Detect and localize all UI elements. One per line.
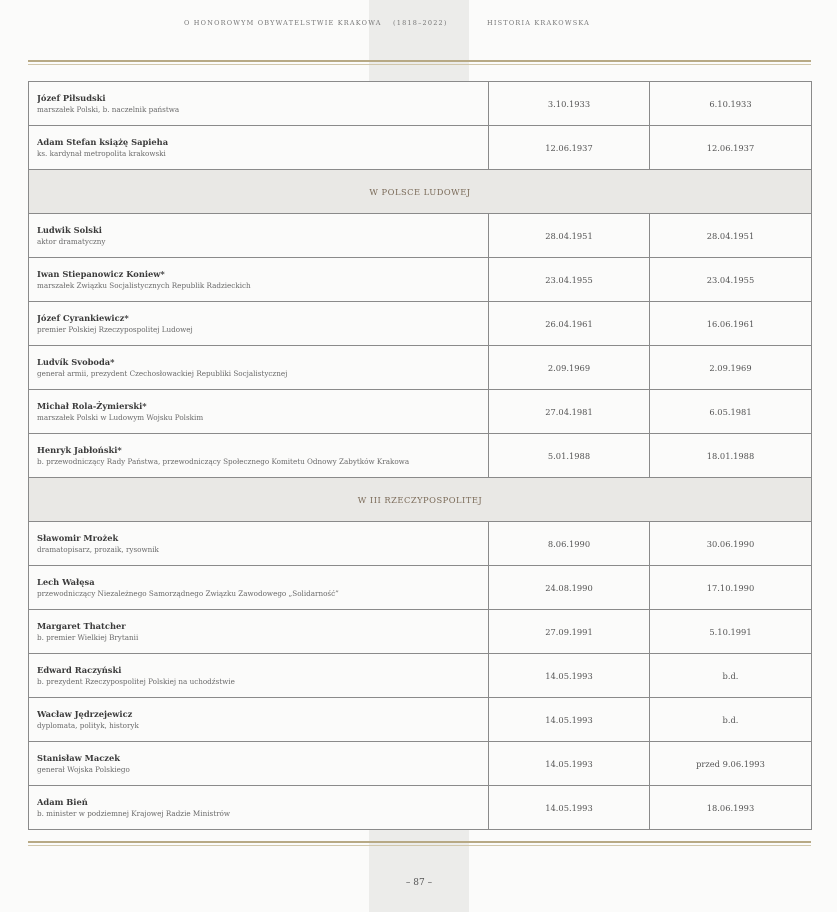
person-name: Józef Cyrankiewicz* [37, 313, 129, 323]
person-cell [29, 258, 489, 302]
header-left: O HONOROWYM OBYWATELSTWIE KRAKOWA [184, 19, 382, 27]
person-cell [29, 742, 489, 786]
table-row [29, 302, 812, 346]
person-description: b. prezydent Rzeczypospolitej Polskiej na uchodźstwie [37, 677, 235, 686]
award-date: 30.06.1990 [650, 522, 812, 566]
person-name: Józef Piłsudski [37, 93, 106, 103]
person-name: Henryk Jabłoński* [37, 445, 122, 455]
header-right: HISTORIA KRAKOWSKA [487, 19, 591, 27]
person-description: generał armii, prezydent Czechosłowackiej Republiki Socjalistycznej [37, 369, 288, 378]
section-heading: W III RZECZYPOSPOLITEJ [29, 478, 812, 522]
person-cell [29, 82, 489, 126]
section-row [29, 478, 812, 522]
table-row [29, 786, 812, 830]
person-name: Wacław Jędrzejewicz [37, 709, 133, 719]
award-date: 6.05.1981 [650, 390, 812, 434]
resolution-date: 26.04.1961 [489, 302, 650, 346]
table-row [29, 258, 812, 302]
person-cell [29, 566, 489, 610]
award-date: 18.01.1988 [650, 434, 812, 478]
person-cell [29, 390, 489, 434]
table-row [29, 742, 812, 786]
resolution-date: 27.09.1991 [489, 610, 650, 654]
resolution-date: 8.06.1990 [489, 522, 650, 566]
person-description: generał Wojska Polskiego [37, 765, 130, 774]
person-name: Stanisław Maczek [37, 753, 121, 763]
person-name: Ludwik Solski [37, 225, 102, 235]
person-description: b. przewodniczący Rady Państwa, przewodniczący Społecznego Komitetu Odnowy Zabytków Krakowa [37, 457, 410, 466]
person-cell [29, 522, 489, 566]
award-date: 6.10.1933 [650, 82, 812, 126]
award-date: b.d. [650, 654, 812, 698]
award-date: 17.10.1990 [650, 566, 812, 610]
person-description: aktor dramatyczny [37, 237, 106, 246]
resolution-date: 14.05.1993 [489, 786, 650, 830]
bottom-rule [28, 841, 811, 846]
person-name: Adam Stefan książę Sapieha [37, 137, 169, 147]
table-row [29, 522, 812, 566]
award-date: 23.04.1955 [650, 258, 812, 302]
person-name: Iwan Stiepanowicz Koniew* [37, 269, 165, 279]
table-row [29, 82, 812, 126]
person-description: marszałek Polski w Ludowym Wojsku Polskim [37, 413, 204, 422]
resolution-date: 14.05.1993 [489, 698, 650, 742]
resolution-date: 24.08.1990 [489, 566, 650, 610]
person-cell [29, 126, 489, 170]
person-name: Ludvík Svoboda* [37, 357, 115, 367]
resolution-date: 3.10.1933 [489, 82, 650, 126]
top-rule [28, 60, 811, 65]
person-cell [29, 698, 489, 742]
resolution-date: 14.05.1993 [489, 654, 650, 698]
table-row [29, 610, 812, 654]
award-date: 2.09.1969 [650, 346, 812, 390]
person-description: marszałek Związku Socjalistycznych Republik Radzieckich [37, 281, 251, 290]
table-row [29, 346, 812, 390]
person-cell [29, 786, 489, 830]
table-row [29, 390, 812, 434]
page-number: – 87 – [405, 878, 433, 888]
award-date: przed 9.06.1993 [650, 742, 812, 786]
section-row [29, 170, 812, 214]
person-description: premier Polskiej Rzeczypospolitej Ludowej [37, 325, 193, 334]
person-description: b. premier Wielkiej Brytanii [37, 633, 139, 642]
person-name: Adam Bień [37, 797, 88, 807]
person-description: ks. kardynał metropolita krakowski [37, 149, 166, 158]
person-name: Lech Wałęsa [37, 577, 95, 587]
person-name: Sławomir Mrożek [37, 533, 119, 543]
table-row [29, 654, 812, 698]
person-cell [29, 610, 489, 654]
person-description: przewodniczący Niezależnego Samorządnego Związku Zawodowego „Solidarność” [37, 589, 339, 598]
award-date: 5.10.1991 [650, 610, 812, 654]
person-name: Michał Rola-Żymierski* [37, 401, 147, 411]
person-description: dyplomata, polityk, historyk [37, 721, 139, 730]
award-date: 18.06.1993 [650, 786, 812, 830]
table-row [29, 434, 812, 478]
award-date: b.d. [650, 698, 812, 742]
award-date: 28.04.1951 [650, 214, 812, 258]
table-row [29, 566, 812, 610]
award-date: 12.06.1937 [650, 126, 812, 170]
honorary-citizens-table [28, 81, 812, 830]
resolution-date: 14.05.1993 [489, 742, 650, 786]
resolution-date: 27.04.1981 [489, 390, 650, 434]
resolution-date: 2.09.1969 [489, 346, 650, 390]
person-cell [29, 302, 489, 346]
person-description: marszałek Polski, b. naczelnik państwa [37, 105, 180, 114]
table-row [29, 214, 812, 258]
running-header [0, 17, 837, 31]
person-cell [29, 434, 489, 478]
person-description: dramatopisarz, prozaik, rysownik [37, 545, 159, 554]
person-name: Edward Raczyński [37, 665, 122, 675]
award-date: 16.06.1961 [650, 302, 812, 346]
person-name: Margaret Thatcher [37, 621, 126, 631]
person-cell [29, 214, 489, 258]
resolution-date: 23.04.1955 [489, 258, 650, 302]
resolution-date: 5.01.1988 [489, 434, 650, 478]
resolution-date: 12.06.1937 [489, 126, 650, 170]
table-row [29, 698, 812, 742]
header-middle: (1818–2022) [393, 19, 448, 27]
resolution-date: 28.04.1951 [489, 214, 650, 258]
person-cell [29, 654, 489, 698]
section-heading: W POLSCE LUDOWEJ [29, 170, 812, 214]
person-description: b. minister w podziemnej Krajowej Radzie Ministrów [37, 809, 231, 818]
table-row [29, 126, 812, 170]
person-cell [29, 346, 489, 390]
